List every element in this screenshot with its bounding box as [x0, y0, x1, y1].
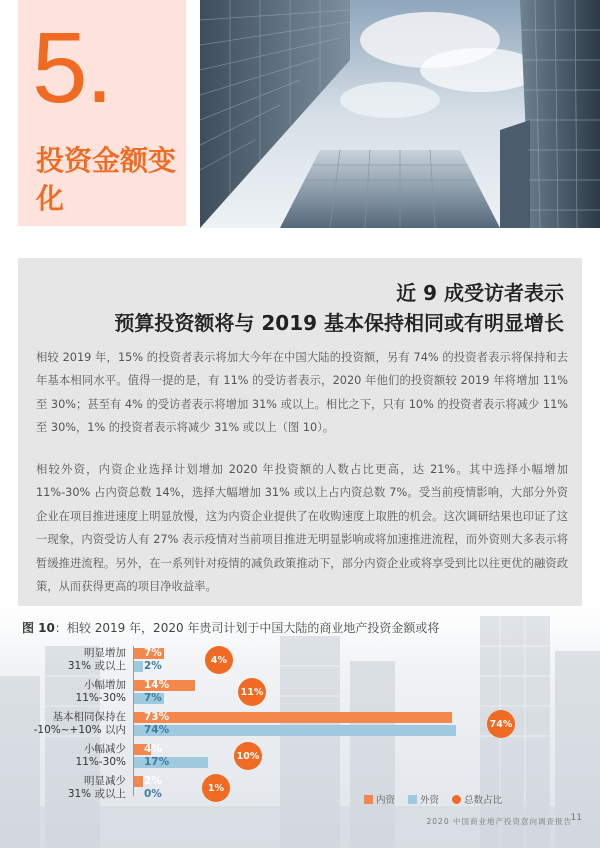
category-label-line: 11%-30%: [75, 692, 126, 704]
total-bubble: 74%: [487, 710, 515, 738]
bar-domestic: [134, 712, 452, 723]
legend-item-foreign: [408, 792, 439, 806]
category-label: [20, 711, 126, 737]
bar-label-domestic: 14%: [144, 679, 170, 691]
category-label: [20, 679, 126, 705]
bar-label-domestic: 73%: [144, 711, 170, 723]
bar-chart: [0, 642, 600, 812]
headline-line2: 预算投资额将与 2019 基本保持相同或有明显增长: [114, 311, 564, 335]
category-label-line: -10%~+10% 以内: [33, 724, 126, 736]
legend-dot-total: [452, 795, 461, 804]
total-bubble: 4%: [205, 646, 233, 674]
category-label: [20, 743, 126, 769]
headline: [114, 278, 564, 338]
bar-label-domestic: 2%: [144, 775, 162, 787]
total-bubble: 1%: [202, 774, 230, 802]
category-label: [20, 647, 126, 673]
category-label-line: 11%-30%: [75, 756, 126, 768]
legend-label-total: 总数占比: [464, 795, 503, 806]
chapter-box: [18, 0, 186, 226]
footer-report-title: 2020 中国商业地产投资意向调查报告: [426, 817, 572, 826]
category-label-line: 基本相同保持在: [52, 711, 126, 723]
legend-label-foreign: 外资: [420, 795, 440, 806]
bar-label-domestic: 4%: [144, 743, 162, 755]
total-bubble: 10%: [234, 742, 262, 770]
headline-line1: 近 9 成受访者表示: [396, 281, 564, 305]
chapter-title: 投资金额变化: [36, 144, 177, 215]
bar-domestic: [134, 776, 143, 787]
bar-label-foreign: 2%: [144, 660, 162, 672]
chapter-number: 5.: [32, 12, 112, 124]
page-number: 11: [570, 813, 582, 823]
category-label: [20, 775, 126, 801]
category-label-line: 31% 或以上: [67, 788, 126, 800]
legend-label-domestic: 内资: [376, 795, 396, 806]
bar-label-foreign: 0%: [144, 788, 162, 800]
paragraph-1: 相较 2019 年，15% 的投资者表示将加大今年在中国大陆的投资额，另有 74% 的投资者表示将保持和去年基本相同水平。值得一提的是，有 11% 的受访者表示，2020 年他们的投资额较 2019 年将增加 11% 至 30%；甚至有 4% 的受访者表示将增加 31% 或以上。相比之下，只有 10% 的投资者表示将减少 11% 至 30%，1% 的投资者表示将减少 31% 或以上（图 10）。: [36, 351, 568, 435]
bar-label-foreign: 17%: [144, 756, 170, 768]
bar-label-foreign: 7%: [144, 692, 162, 704]
total-bubble: 11%: [238, 678, 266, 706]
figure-caption-text: ：相较 2019 年，2020 年贵司计划于中国大陆的商业地产投资金额或将: [54, 621, 440, 635]
bar-label-foreign: 74%: [144, 724, 170, 736]
paragraph-2: 相较外资，内资企业选择计划增加 2020 年投资额的人数占比更高，达 21%。其中选择小幅增加 11%-30% 占内资总数 14%，选择大幅增加 31% 或以上占内资总数 7%。受当前疫情影响，大部分外资企业在项目推进速度上明显放慢，这为内资企业提供了在收购速度上取胜的机会。这次调研结果也印证了这一现象，内资受访人有 27% 表示疫情对当前项目推进无明显影响或将加速推进流程，而外资则大多表示将暂缓推进流程。另外，在一系列针对疫情的减负政策推动下，部分内资企业或将享受到比以往更优的融资政策，从而获得更高的项目净收益率。: [36, 463, 568, 594]
hero-building-photo: [200, 0, 600, 228]
bar-foreign: [134, 661, 143, 672]
category-label-line: 小幅减少: [84, 743, 126, 755]
legend-item-domestic: [364, 792, 395, 806]
category-label-line: 明显增加: [84, 647, 126, 659]
category-label-line: 明显减少: [84, 775, 126, 787]
legend-swatch-domestic: [364, 795, 373, 804]
legend-item-total: [452, 792, 502, 806]
figure-label: 图 10: [22, 621, 55, 635]
text-panel: [18, 258, 582, 606]
bar-label-domestic: 7%: [144, 647, 162, 659]
category-label-line: 31% 或以上: [67, 660, 126, 672]
category-label-line: 小幅增加: [84, 679, 126, 691]
legend-swatch-foreign: [408, 795, 417, 804]
bar-foreign: [134, 725, 456, 736]
figure-caption: [22, 620, 439, 636]
